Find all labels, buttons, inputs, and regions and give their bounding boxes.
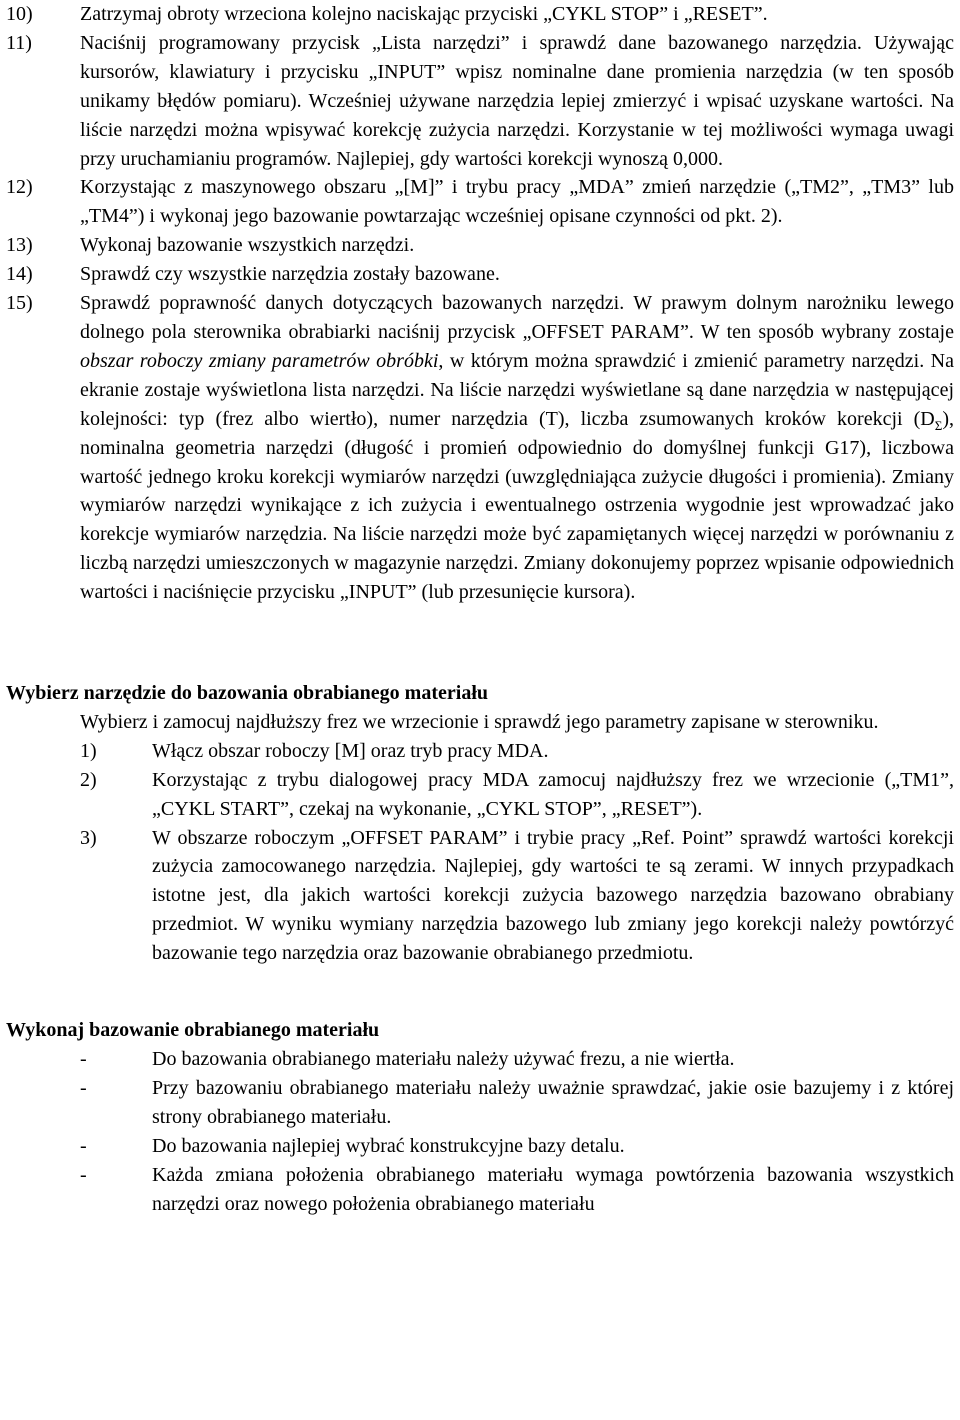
numbered-list-1 bbox=[6, 0, 954, 607]
item-number: 11) bbox=[6, 31, 32, 54]
item-number: 1) bbox=[80, 739, 97, 762]
list-item bbox=[6, 29, 954, 174]
list-item bbox=[6, 289, 954, 607]
dash-marker: - bbox=[80, 1163, 87, 1186]
item-number: 13) bbox=[6, 234, 33, 257]
list-item bbox=[6, 1074, 954, 1132]
italic-term: obszar roboczy zmiany parametrów obróbki bbox=[80, 349, 439, 372]
item-text: Do bazowania najlepiej wybrać konstrukcyjne bazy detalu. bbox=[152, 1134, 625, 1157]
item-text: Do bazowania obrabianego materiału należy używać frezu, a nie wiertła. bbox=[152, 1048, 735, 1070]
item-text: Zatrzymaj obroty wrzeciona kolejno naciskając przyciski „CYKL STOP” i „RESET”. bbox=[80, 3, 768, 25]
section-spacer bbox=[6, 607, 954, 679]
list-item bbox=[6, 1132, 954, 1161]
list-item bbox=[6, 260, 954, 289]
dash-marker: - bbox=[80, 1048, 87, 1070]
list-item bbox=[6, 1045, 954, 1074]
dash-marker: - bbox=[80, 1134, 87, 1157]
item-number: 10) bbox=[6, 3, 33, 25]
item-text: W obszarze roboczym „OFFSET PARAM” i trybie pracy „Ref. Point” sprawdź wartości korekcji zużycia zamocowanego narzędzia. Najlepiej, gdy wartości te są zerami. W innych przypadkach istotne jest, dla jakich wartości korekcji zużycia bazowego narzędzia bazowano obrabiany przedmiot. W wyniku wymiany narzędzia bazowego lub zmiany jego korekcji należy powtórzyć bazowanie tego narzędzia oraz bazowanie obrabianego przedmiotu. bbox=[152, 826, 954, 965]
item-number: 12) bbox=[6, 176, 33, 199]
list-item bbox=[6, 766, 954, 824]
section-intro: Wybierz i zamocuj najdłuższy frez we wrzecionie i sprawdź jego parametry zapisane w sterowniku. bbox=[80, 710, 879, 733]
item-text: Przy bazowaniu obrabianego materiału należy uważnie sprawdzać, jakie osie bazujemy i z której strony obrabianego materiału. bbox=[152, 1076, 954, 1128]
item-number: 3) bbox=[80, 826, 97, 849]
item-text bbox=[80, 289, 954, 607]
section-workpiece-basing bbox=[6, 1016, 954, 1218]
item-text: Każda zmiana położenia obrabianego materiału wymaga powtórzenia bazowania wszystkich narzędzi oraz nowego położenia obrabianego materiału bbox=[152, 1163, 954, 1215]
section-heading: Wybierz narzędzie do bazowania obrabianego materiału bbox=[6, 682, 488, 705]
item-number: 15) bbox=[6, 292, 33, 315]
list-item bbox=[6, 824, 954, 969]
list-item bbox=[6, 173, 954, 231]
item-text: Naciśnij programowany przycisk „Lista narzędzi” i sprawdź dane bazowanego narzędzia. Używając kursorów, klawiatury i przycisku „INPUT” wpisz nominalne dane promienia narzędzia (w ten sposób unikamy błędów pomiaru). Wcześniej używane narzędzia lepiej zmierzyć i wpisać uzyskane wartości. Na liście narzędzi można wpisywać korekcję zużycia narzędzi. Korzystanie w tej możliwości wymaga uwagi przy uruchamianiu programów. Najlepiej, gdy wartości korekcji wynoszą 0,000. bbox=[80, 31, 954, 170]
item-text: Włącz obszar roboczy [M] oraz tryb pracy MDA. bbox=[152, 739, 549, 762]
item-text-part: ), nominalna geometria narzędzi (długość i promień odpowiednio do domyślnej funkcji G17), liczbowa wartość jednego kroku korekcji wymiarów narzędzi (uwzględniająca zużycie długości i promienia). Zmiany wymiarów narzędzi wynikające z ich zużycia i ewentualnego ostrzenia wygodnie jest wprowadzać jako korekcje wymiarów narzędzia. Na liście narzędzi może być zapamiętanych więcej narzędzi w porównaniu z liczbą narzędzi umieszczonych w magazynie narzędzi. Zmiany dokonujemy poprzez wpisanie odpowiednich wartości i naciśnięcie przycisku „INPUT” (lub przesunięcie kursora). bbox=[80, 407, 954, 604]
item-text-part: Sprawdź poprawność danych dotyczących bazowanych narzędzi. W prawym dolnym narożniku lewego dolnego pola sterownika obrabiarki naciśnij przycisk „OFFSET PARAM”. W ten sposób wybrany zostaje bbox=[80, 292, 954, 343]
section-tool-selection bbox=[6, 679, 954, 968]
item-text: Sprawdź czy wszystkie narzędzia zostały bazowane. bbox=[80, 263, 500, 286]
item-text-part: , w którym można sprawdzić i zmienić parametry narzędzi. Na ekranie zostaje wyświetlona lista narzędzi. Na liście narzędzi wyświetlane są dane narzędzia w następującej kolejności: typ (frez albo wiertło), numer narzędzia (T), liczba zsumowanych kroków korekcji (D bbox=[80, 349, 954, 430]
item-number: 14) bbox=[6, 263, 33, 286]
item-text: Korzystając z trybu dialogowej pracy MDA zamocuj najdłuższy frez we wrzecionie („TM1”, „CYKL START”, czekaj na wykonanie, „CYKL STOP”, „RESET”). bbox=[152, 768, 954, 820]
section-heading: Wykonaj bazowanie obrabianego materiału bbox=[6, 1019, 380, 1042]
list-item bbox=[6, 231, 954, 260]
section-spacer bbox=[6, 968, 954, 1016]
list-item bbox=[6, 737, 954, 766]
list-item bbox=[6, 0, 954, 29]
sigma-subscript: Σ bbox=[934, 417, 943, 433]
item-text: Korzystając z maszynowego obszaru „[M]” i trybu pracy „MDA” zmień narzędzie („TM2”, „TM3” lub „TM4”) i wykonaj jego bazowanie powtarzając wcześniej opisane czynności od pkt. 2). bbox=[80, 176, 954, 228]
list-item bbox=[6, 1161, 954, 1219]
dash-marker: - bbox=[80, 1076, 87, 1099]
item-number: 2) bbox=[80, 768, 97, 791]
item-text: Wykonaj bazowanie wszystkich narzędzi. bbox=[80, 234, 415, 257]
